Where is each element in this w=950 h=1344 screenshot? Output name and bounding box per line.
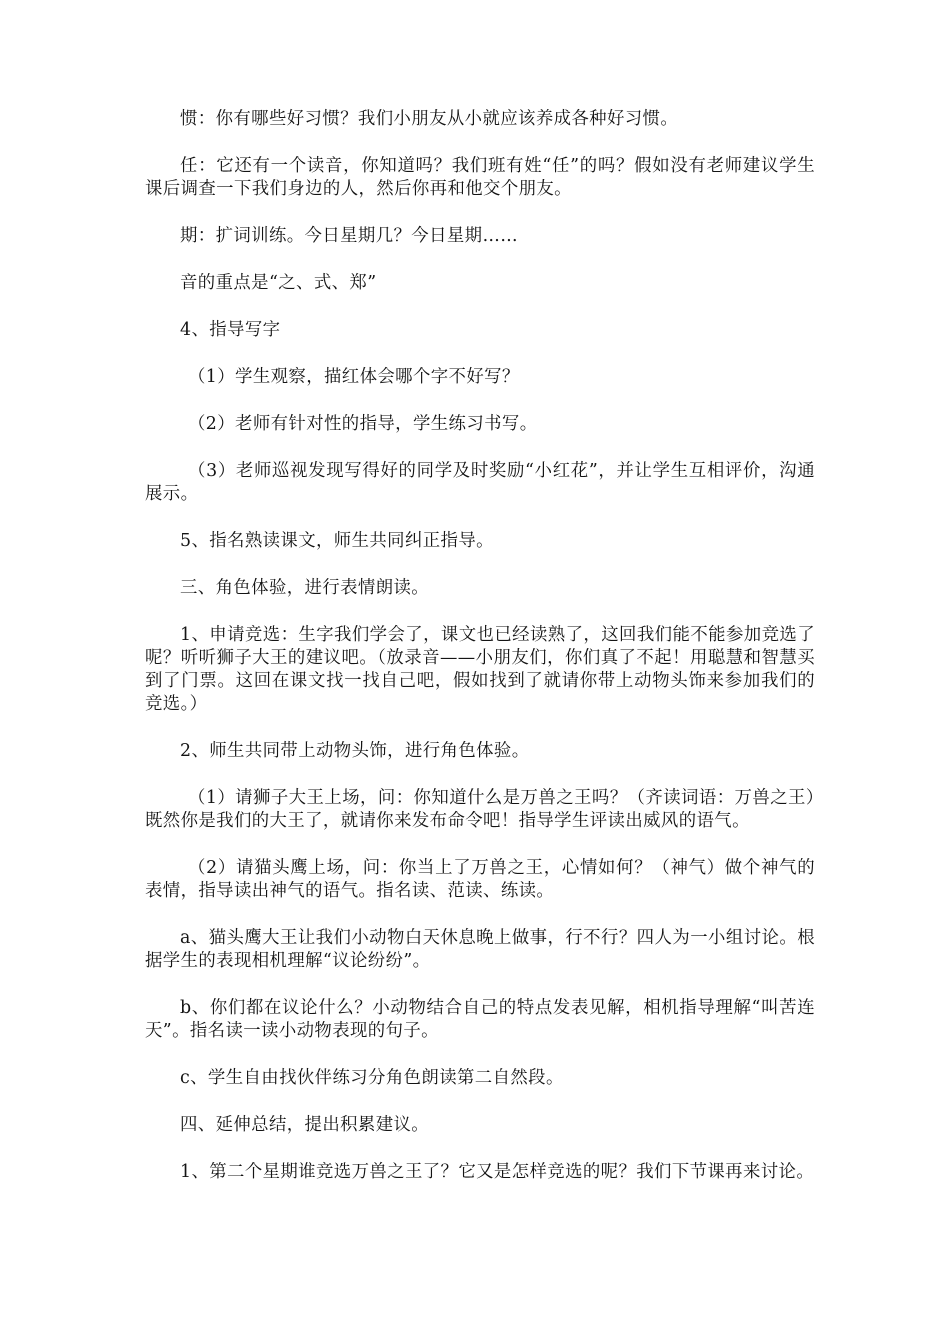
- paragraph: 期：扩词训练。今日星期几？今日星期……: [180, 226, 519, 246]
- paragraph: a、猫头鹰大王让我们小动物白天休息晚上做事，行不行？四人为一小组讨论。根据学生的表现相机理解“议论纷纷”。: [145, 928, 815, 971]
- paragraph: （1）请狮子大王上场，问：你知道什么是万兽之王吗？（齐读词语：万兽之王）既然你是我们的大王了，就请你来发布命令吧！指导学生评读出威风的语气。: [145, 788, 815, 831]
- paragraph: 音的重点是“之、式、郑”: [180, 273, 377, 293]
- paragraph: c、学生自由找伙伴练习分角色朗读第二自然段。: [180, 1068, 564, 1088]
- document-body: [145, 108, 815, 1208]
- paragraph: 2、师生共同带上动物头饰，进行角色体验。: [180, 741, 530, 761]
- section-heading: 三、角色体验，进行表情朗读。: [180, 578, 430, 598]
- paragraph: 惯：你有哪些好习惯？我们小朋友从小就应该养成各种好习惯。: [180, 109, 679, 129]
- paragraph: （2）请猫头鹰上场，问：你当上了万兽之王，心情如何？（神气）做个神气的表情，指导读出神气的语气。指名读、范读、练读。: [145, 858, 815, 901]
- section-heading: 5、指名熟读课文，师生共同纠正指导。: [180, 531, 494, 551]
- section-heading: 4、指导写字: [180, 320, 281, 340]
- paragraph: b、你们都在议论什么？小动物结合自己的特点发表见解，相机指导理解“叫苦连天”。指名读一读小动物表现的句子。: [145, 998, 815, 1041]
- paragraph: 1、第二个星期谁竞选万兽之王了？它又是怎样竞选的呢？我们下节课再来讨论。: [180, 1162, 815, 1182]
- paragraph: （2）老师有针对性的指导，学生练习书写。: [188, 414, 538, 434]
- paragraph: 1、申请竞选：生字我们学会了，课文也已经读熟了，这回我们能不能参加竞选了呢？听听狮子大王的建议吧。（放录音——小朋友们，你们真了不起！用聪慧和智慧买到了门票。这回在课文找一找自己吧，假如找到了就请你带上动物头饰来参加我们的竞选。）: [145, 625, 815, 714]
- paragraph: （3）老师巡视发现写得好的同学及时奖励“小红花”，并让学生互相评价，沟通展示。: [145, 461, 815, 504]
- paragraph: 任：它还有一个读音，你知道吗？我们班有姓“任”的吗？假如没有老师建议学生课后调查一下我们身边的人，然后你再和他交个朋友。: [145, 156, 815, 199]
- section-heading: 四、延伸总结，提出积累建议。: [180, 1115, 430, 1135]
- paragraph: （1）学生观察，描红体会哪个字不好写？: [188, 367, 520, 387]
